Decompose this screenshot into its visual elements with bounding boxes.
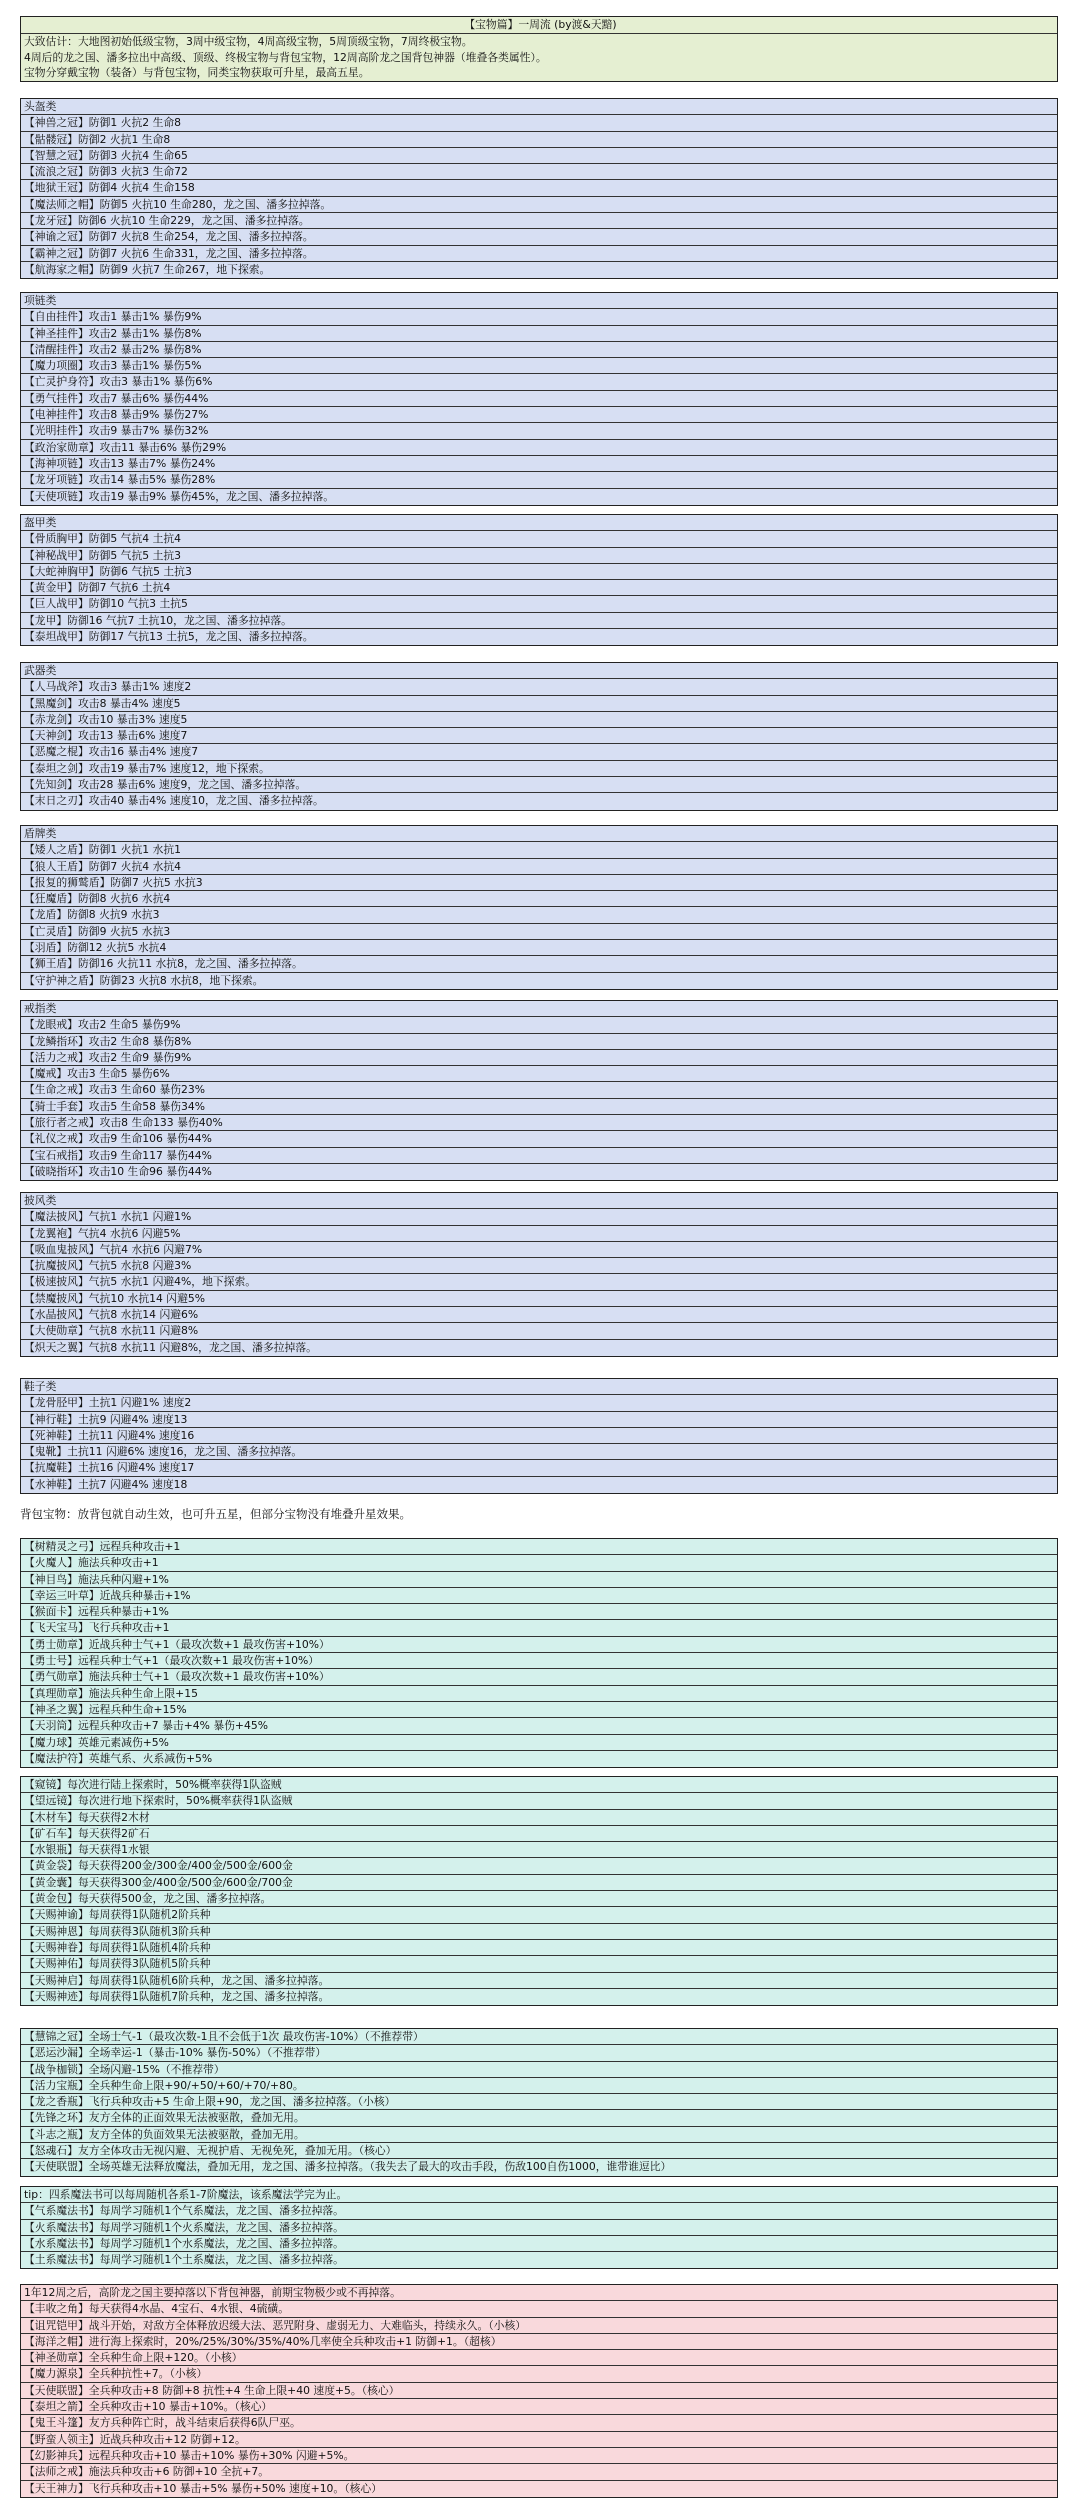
backpack-item: 【魔力球】英雄元素减伤+5% xyxy=(21,1735,1057,1751)
equipment-item: 【水神鞋】土抗7 闪避4% 速度18 xyxy=(24,1477,188,1491)
equipment-item: 【黑魔剑】攻击8 暴击4% 速度5 xyxy=(21,696,1057,712)
backpack-item: 【水银瓶】每天获得1水银 xyxy=(21,1842,1057,1858)
backpack-item: 【幻影神兵】远程兵种攻击+10 暴击+10% 暴伤+30% 闪避+5%。 xyxy=(21,2448,1057,2464)
equipment-item: 【恶魔之棍】攻击16 暴击4% 速度7 xyxy=(21,744,1057,760)
equipment-item: 【龙盾】防御8 火抗9 水抗3 xyxy=(21,907,1057,923)
page-title: 【宝物篇】一周流 (by渡&天黯) xyxy=(21,17,1057,34)
backpack-item: 【天羽筒】远程兵种攻击+7 暴击+4% 暴伤+45% xyxy=(21,1718,1057,1734)
backpack-item: 【诅咒铠甲】战斗开始，对敌方全体释放迟缓大法、恶咒附身、虚弱无力、大难临头，持续永久。（小核） xyxy=(21,2318,1057,2334)
equipment-item: 【极速披风】气抗5 水抗1 闪避4%，地下探索。 xyxy=(21,1274,1057,1290)
equipment-item: 【龙骨胫甲】土抗1 闪避1% 速度2 xyxy=(21,1395,1057,1411)
backpack-item: 【天使联盟】全场英雄无法释放魔法，叠加无用，龙之国、潘多拉掉落。（我失去了最大的攻击手段，伤敌100自伤1000，谁带谁逗比） xyxy=(24,2160,672,2174)
backpack-item: 【天赐神启】每周获得1队随机6阶兵种，龙之国、潘多拉掉落。 xyxy=(21,1973,1057,1989)
equipment-item: 【天神剑】攻击13 暴击6% 速度7 xyxy=(21,728,1057,744)
backpack-item: 【水系魔法书】每周学习随机1个水系魔法，龙之国、潘多拉掉落。 xyxy=(21,2236,1057,2252)
equipment-item: 【报复的狮鹫盾】防御7 火抗5 水抗3 xyxy=(21,875,1057,891)
category-heading: 戒指类 xyxy=(21,1001,1057,1017)
equipment-item: 【泰坦战甲】防御17 气抗13 土抗5，龙之国、潘多拉掉落。 xyxy=(24,630,314,644)
backpack-item: 【怒魂石】友方全体攻击无视闪避、无视护盾、无视免死，叠加无用。（核心） xyxy=(21,2143,1057,2159)
category-cloak-panel xyxy=(20,1192,1058,1357)
equipment-item: 【鬼靴】土抗11 闪避6% 速度16，龙之国、潘多拉掉落。 xyxy=(21,1444,1057,1460)
equipment-item: 【死神鞋】土抗11 闪避4% 速度16 xyxy=(21,1428,1057,1444)
category-boots-panel xyxy=(20,1378,1058,1494)
backpack-special-panel xyxy=(20,2028,1058,2177)
intro-panel xyxy=(20,16,1058,82)
backpack-item: 【矿石车】每天获得2矿石 xyxy=(21,1826,1057,1842)
backpack-item: tip：四系魔法书可以每周随机各系1-7阶魔法，该系魔法学完为止。 xyxy=(21,2187,1057,2203)
backpack-spellbook-panel xyxy=(20,2186,1058,2269)
equipment-item: 【守护神之盾】防御23 火抗8 水抗8，地下探索。 xyxy=(24,973,264,987)
backpack-item: 【窥镜】每次进行陆上探索时，50%概率获得1队盗贼 xyxy=(21,1777,1057,1793)
backpack-item: 【泰坦之箭】全兵种攻击+10 暴击+10%。（核心） xyxy=(21,2399,1057,2415)
intro-line: 4周后的龙之国、潘多拉出中高级、顶级、终极宝物与背包宝物，12周高阶龙之国背包神器（堆叠各类属性）。 xyxy=(24,50,547,64)
equipment-item: 【旅行者之戒】攻击8 生命133 暴伤40% xyxy=(21,1115,1057,1131)
backpack-item: 【幸运三叶草】近战兵种暴击+1% xyxy=(21,1588,1057,1604)
category-armor-panel xyxy=(20,514,1058,646)
category-shield-panel xyxy=(20,825,1058,990)
equipment-item: 【人马战斧】攻击3 暴击1% 速度2 xyxy=(21,679,1057,695)
equipment-item: 【神谕之冠】防御7 火抗8 生命254，龙之国、潘多拉掉落。 xyxy=(21,229,1057,245)
equipment-item: 【赤龙剑】攻击10 暴击3% 速度5 xyxy=(21,712,1057,728)
equipment-item: 【抗魔鞋】土抗16 闪避4% 速度17 xyxy=(21,1460,1057,1476)
backpack-item: 【天赐神恩】每周获得3队随机3阶兵种 xyxy=(21,1924,1057,1940)
equipment-item: 【清醒挂件】攻击2 暴击2% 暴伤8% xyxy=(21,342,1057,358)
equipment-item: 【魔法披风】气抗1 水抗1 闪避1% xyxy=(21,1209,1057,1225)
equipment-item: 【吸血鬼披风】气抗4 水抗6 闪避7% xyxy=(21,1242,1057,1258)
equipment-item: 【亡灵护身符】攻击3 暴击1% 暴伤6% xyxy=(21,374,1057,390)
equipment-item: 【狼人王盾】防御7 火抗4 水抗4 xyxy=(21,859,1057,875)
category-necklace-panel xyxy=(20,292,1058,506)
equipment-item: 【流浪之冠】防御3 火抗3 生命72 xyxy=(21,164,1057,180)
backpack-item: 【神目鸟】施法兵种闪避+1% xyxy=(21,1572,1057,1588)
backpack-item: 【先锋之环】友方全体的正面效果无法被驱散，叠加无用。 xyxy=(21,2110,1057,2126)
backpack-item: 【火系魔法书】每周学习随机1个火系魔法，龙之国、潘多拉掉落。 xyxy=(21,2220,1057,2236)
backpack-item: 【气系魔法书】每周学习随机1个气系魔法，龙之国、潘多拉掉落。 xyxy=(21,2203,1057,2219)
backpack-troop-bonus-panel xyxy=(20,1538,1058,1768)
backpack-item: 【猴面卡】远程兵种暴击+1% xyxy=(21,1604,1057,1620)
equipment-item: 【神秘战甲】防御5 气抗5 土抗3 xyxy=(21,548,1057,564)
equipment-item: 【神行鞋】土抗9 闪避4% 速度13 xyxy=(21,1412,1057,1428)
equipment-item: 【骑士手套】攻击5 生命58 暴伤34% xyxy=(21,1099,1057,1115)
equipment-item: 【勇气挂件】攻击7 暴击6% 暴伤44% xyxy=(21,391,1057,407)
backpack-item: 【慧锦之冠】全场士气-1（最攻次数-1且不会低于1次 最攻伤害-10%）（不推荐带） xyxy=(21,2029,1057,2045)
category-heading: 项链类 xyxy=(21,293,1057,309)
equipment-item: 【末日之刃】攻击40 暴击4% 速度10，龙之国、潘多拉掉落。 xyxy=(24,794,324,808)
equipment-item: 【魔力项圈】攻击3 暴击1% 暴伤5% xyxy=(21,358,1057,374)
equipment-item: 【龙鳞指环】攻击2 生命8 暴伤8% xyxy=(21,1034,1057,1050)
equipment-item: 【电神挂件】攻击8 暴击9% 暴伤27% xyxy=(21,407,1057,423)
backpack-item: 【飞天宝马】飞行兵种攻击+1 xyxy=(21,1620,1057,1636)
equipment-item: 【狮王盾】防御16 火抗11 水抗8，龙之国、潘多拉掉落。 xyxy=(21,956,1057,972)
equipment-item: 【地狱王冠】防御4 火抗4 生命158 xyxy=(21,180,1057,196)
backpack-item: 【天使联盟】全兵种攻击+8 防御+8 抗性+4 生命上限+40 速度+5。（核心） xyxy=(21,2383,1057,2399)
backpack-artifact-panel xyxy=(20,2284,1058,2498)
equipment-item: 【龙翼袍】气抗4 水抗6 闪避5% xyxy=(21,1226,1057,1242)
equipment-item: 【自由挂件】攻击1 暴击1% 暴伤9% xyxy=(21,309,1057,325)
equipment-item: 【神圣挂件】攻击2 暴击1% 暴伤8% xyxy=(21,326,1057,342)
category-helmet-panel xyxy=(20,98,1058,279)
backpack-item: 【魔力源泉】全兵种抗性+7。（小核） xyxy=(21,2366,1057,2382)
backpack-item: 【黄金包】每天获得500金，龙之国、潘多拉掉落。 xyxy=(21,1891,1057,1907)
equipment-item: 【亡灵盾】防御9 火抗5 水抗3 xyxy=(21,924,1057,940)
equipment-item: 【羽盾】防御12 火抗5 水抗4 xyxy=(21,940,1057,956)
equipment-item: 【光明挂件】攻击9 暴击7% 暴伤32% xyxy=(21,423,1057,439)
category-ring-panel xyxy=(20,1000,1058,1181)
backpack-item: 【黄金囊】每天获得300金/400金/500金/600金/700金 xyxy=(21,1875,1057,1891)
backpack-item: 【活力宝瓶】全兵种生命上限+90/+50/+60/+70/+80。 xyxy=(21,2078,1057,2094)
backpack-item: 【树精灵之弓】远程兵种攻击+1 xyxy=(21,1539,1057,1555)
backpack-item: 【勇气勋章】施法兵种士气+1（最攻次数+1 最攻伤害+10%） xyxy=(21,1669,1057,1685)
backpack-item: 【木材车】每天获得2木材 xyxy=(21,1810,1057,1826)
equipment-item: 【骷髅冠】防御2 火抗1 生命8 xyxy=(21,132,1057,148)
backpack-item: 【望远镜】每次进行地下探索时，50%概率获得1队盗贼 xyxy=(21,1793,1057,1809)
backpack-item: 【土系魔法书】每周学习随机1个土系魔法，龙之国、潘多拉掉落。 xyxy=(24,2253,344,2267)
backpack-item: 【天王神力】飞行兵种攻击+10 暴击+5% 暴伤+50% 速度+10。（核心） xyxy=(24,2481,383,2495)
backpack-item: 【勇士勋章】近战兵种士气+1（最攻次数+1 最攻伤害+10%） xyxy=(21,1637,1057,1653)
equipment-item: 【天使项链】攻击19 暴击9% 暴伤45%，龙之国、潘多拉掉落。 xyxy=(24,489,335,503)
equipment-item: 【魔戒】攻击3 生命5 暴伤6% xyxy=(21,1066,1057,1082)
equipment-item: 【黄金甲】防御7 气抗6 土抗4 xyxy=(21,580,1057,596)
backpack-item: 【龙之香瓶】飞行兵种攻击+5 生命上限+90，龙之国、潘多拉掉落。（小核） xyxy=(21,2094,1057,2110)
equipment-item: 【礼仪之戒】攻击9 生命106 暴伤44% xyxy=(21,1131,1057,1147)
backpack-item: 【魔法护符】英雄气系、火系减伤+5% xyxy=(24,1751,213,1765)
equipment-item: 【抗魔披风】气抗5 水抗8 闪避3% xyxy=(21,1258,1057,1274)
category-heading: 披风类 xyxy=(21,1193,1057,1209)
equipment-item: 【活力之戒】攻击2 生命9 暴伤9% xyxy=(21,1050,1057,1066)
backpack-note: 背包宝物：放背包就自动生效，也可升五星，但部分宝物没有堆叠升星效果。 xyxy=(20,1507,411,1521)
backpack-item: 【天赐神眷】每周获得1队随机4阶兵种 xyxy=(21,1940,1057,1956)
backpack-item: 【野蛮人领主】近战兵种攻击+12 防御+12。 xyxy=(21,2432,1057,2448)
equipment-item: 【海神项链】攻击13 暴击7% 暴伤24% xyxy=(21,456,1057,472)
equipment-item: 【龙甲】防御16 气抗7 土抗10，龙之国、潘多拉掉落。 xyxy=(21,613,1057,629)
equipment-item: 【生命之戒】攻击3 生命60 暴伤23% xyxy=(21,1082,1057,1098)
equipment-item: 【大蛇神胸甲】防御6 气抗5 土抗3 xyxy=(21,564,1057,580)
backpack-item: 【天赐神佑】每周获得3队随机5阶兵种 xyxy=(21,1956,1057,1972)
equipment-item: 【狂魔盾】防御8 火抗6 水抗4 xyxy=(21,891,1057,907)
backpack-item: 1年12周之后，高阶龙之国主要掉落以下背包神器，前期宝物极少或不再掉落。 xyxy=(21,2285,1057,2301)
equipment-item: 【霸神之冠】防御7 火抗6 生命331，龙之国、潘多拉掉落。 xyxy=(21,246,1057,262)
equipment-item: 【骨质胸甲】防御5 气抗4 土抗4 xyxy=(21,531,1057,547)
backpack-item: 【法师之戒】施法兵种攻击+6 防御+10 全抗+7。 xyxy=(21,2464,1057,2480)
equipment-item: 【泰坦之剑】攻击19 暴击7% 速度12，地下探索。 xyxy=(21,761,1057,777)
equipment-item: 【先知剑】攻击28 暴击6% 速度9，龙之国、潘多拉掉落。 xyxy=(21,777,1057,793)
backpack-item: 【真理勋章】施法兵种生命上限+15 xyxy=(21,1686,1057,1702)
category-heading: 盾牌类 xyxy=(21,826,1057,842)
equipment-item: 【破晓指环】攻击10 生命96 暴伤44% xyxy=(24,1164,212,1178)
equipment-item: 【航海家之帽】防御9 火抗7 生命267，地下探索。 xyxy=(24,262,271,276)
equipment-item: 【宝石戒指】攻击9 生命117 暴伤44% xyxy=(21,1148,1057,1164)
equipment-item: 【魔法师之帽】防御5 火抗10 生命280，龙之国、潘多拉掉落。 xyxy=(21,197,1057,213)
equipment-item: 【大使勋章】气抗8 水抗11 闪避8% xyxy=(21,1323,1057,1339)
category-heading: 武器类 xyxy=(21,663,1057,679)
equipment-item: 【神兽之冠】防御1 火抗2 生命8 xyxy=(21,115,1057,131)
backpack-item: 【火魔人】施法兵种攻击+1 xyxy=(21,1555,1057,1571)
equipment-item: 【政治家勋章】攻击11 暴击6% 暴伤29% xyxy=(21,440,1057,456)
backpack-item: 【战争枷锁】全场闪避-15%（不推荐带） xyxy=(21,2062,1057,2078)
backpack-item: 【黄金袋】每天获得200金/300金/400金/500金/600金 xyxy=(21,1858,1057,1874)
equipment-item: 【龙眼戒】攻击2 生命5 暴伤9% xyxy=(21,1017,1057,1033)
category-heading: 盔甲类 xyxy=(21,515,1057,531)
backpack-item: 【恶运沙漏】全场幸运-1（暴击-10% 暴伤-50%）（不推荐带） xyxy=(21,2045,1057,2061)
equipment-item: 【智慧之冠】防御3 火抗4 生命65 xyxy=(21,148,1057,164)
equipment-item: 【龙牙项链】攻击14 暴击5% 暴伤28% xyxy=(21,472,1057,488)
backpack-resource-panel xyxy=(20,1776,1058,2006)
backpack-item: 【天赐神迹】每周获得1队随机7阶兵种，龙之国、潘多拉掉落。 xyxy=(24,1989,330,2003)
backpack-item: 【斗志之瓶】友方全体的负面效果无法被驱散，叠加无用。 xyxy=(21,2127,1057,2143)
equipment-item: 【矮人之盾】防御1 火抗1 水抗1 xyxy=(21,842,1057,858)
backpack-item: 【海洋之帽】进行海上探索时，20%/25%/30%/35%/40%几率使全兵种攻击+1 防御+1。（超核） xyxy=(21,2334,1057,2350)
intro-line: 宝物分穿戴宝物（装备）与背包宝物，同类宝物获取可升星，最高五星。 xyxy=(24,66,370,80)
category-heading: 鞋子类 xyxy=(21,1379,1057,1395)
intro-line: 大致估计：大地图初始低级宝物，3周中级宝物，4周高级宝物，5周顶级宝物，7周终极宝物。 xyxy=(24,35,473,48)
equipment-item: 【水晶披风】气抗8 水抗14 闪避6% xyxy=(21,1307,1057,1323)
equipment-item: 【炽天之翼】气抗8 水抗11 闪避8%，龙之国、潘多拉掉落。 xyxy=(24,1340,317,1354)
backpack-item: 【丰收之角】每天获得4水晶、4宝石、4水银、4硫磺。 xyxy=(21,2301,1057,2317)
backpack-item: 【神圣勋章】全兵种生命上限+120。（小核） xyxy=(21,2350,1057,2366)
equipment-item: 【禁魔披风】气抗10 水抗14 闪避5% xyxy=(21,1291,1057,1307)
category-weapon-panel xyxy=(20,662,1058,811)
backpack-item: 【神圣之翼】远程兵种生命+15% xyxy=(21,1702,1057,1718)
backpack-item: 【勇士号】远程兵种士气+1（最攻次数+1 最攻伤害+10%） xyxy=(21,1653,1057,1669)
backpack-item: 【鬼王斗篷】友方兵种阵亡时，战斗结束后获得6队尸巫。 xyxy=(21,2415,1057,2431)
backpack-item: 【天赐神谕】每周获得1队随机2阶兵种 xyxy=(21,1907,1057,1923)
equipment-item: 【巨人战甲】防御10 气抗3 土抗5 xyxy=(21,596,1057,612)
equipment-item: 【龙牙冠】防御6 火抗10 生命229，龙之国、潘多拉掉落。 xyxy=(21,213,1057,229)
category-heading: 头盔类 xyxy=(21,99,1057,115)
